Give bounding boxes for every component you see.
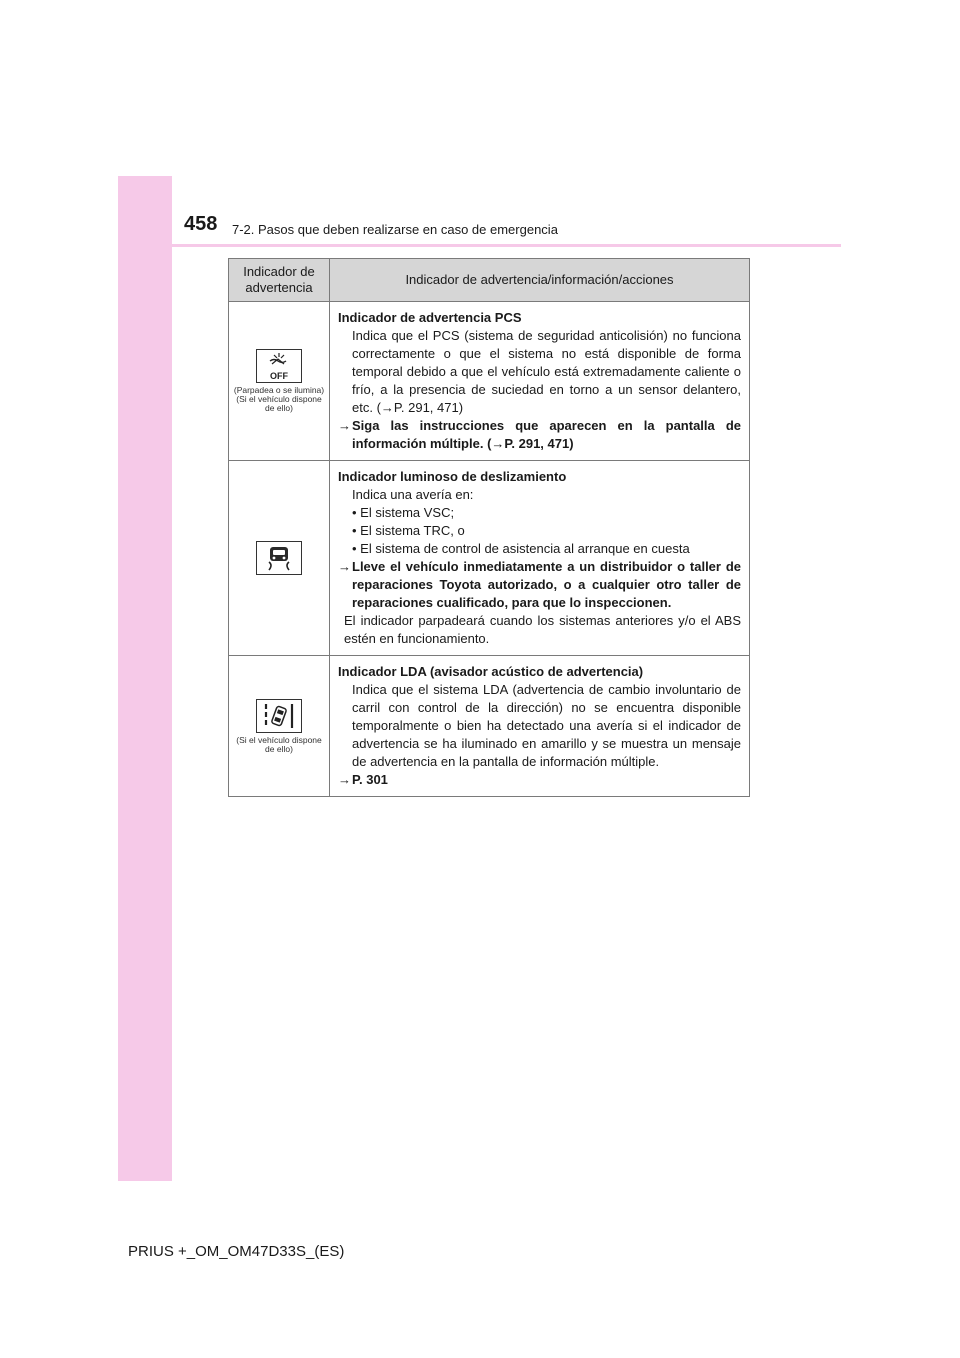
- page-number: 458: [184, 213, 218, 235]
- table-row: [229, 302, 750, 461]
- list-item: • El sistema de control de asistencia al arranque en cuesta: [352, 541, 690, 556]
- table-header-row: [229, 259, 750, 302]
- indicator-description: Indica que el PCS (sistema de seguridad anticolisión) no funciona correctamente o que el sistema no está disponible de forma temporal debido a que el vehículo está extremadamente caliente o frío, a la presencia de suciedad en torno a un sensor delantero, etc. (→P. 291, 471): [352, 328, 741, 415]
- indicator-title: Indicador luminoso de deslizamiento: [338, 469, 567, 484]
- svg-text:OFF: OFF: [270, 371, 288, 381]
- slip-indicator-icon: [256, 541, 302, 575]
- action-text: P. 301: [352, 772, 388, 787]
- icon-cell: [229, 656, 330, 797]
- icon-cell: [229, 302, 330, 461]
- section-title: 7-2. Pasos que deben realizarse en caso de emergencia: [232, 222, 558, 237]
- action-text: Siga las instrucciones que aparecen en la pantalla de información múltiple. (→P. 291, 471): [352, 418, 741, 451]
- action-text: Lleve el vehículo inmediatamente a un distribuidor o taller de reparaciones Toyota autorizado, o a cualquier otro taller de reparaciones cualificado, para que lo inspeccionen.: [352, 559, 741, 610]
- description-cell: [330, 656, 750, 797]
- arrow-icon: →: [338, 418, 351, 433]
- list-item: • El sistema VSC;: [352, 505, 455, 520]
- side-color-band: [118, 176, 172, 1181]
- arrow-icon: →: [338, 772, 351, 787]
- list-item: • El sistema TRC, o: [352, 523, 465, 538]
- lda-warning-icon: [256, 699, 302, 733]
- icon-cell: [229, 461, 330, 656]
- indicator-note: El indicador parpadeará cuando los sistemas anteriores y/o el ABS estén en funcionamiento.: [344, 613, 741, 646]
- arrow-icon: →: [338, 559, 351, 574]
- icon-caption: (Si el vehículo dispone de ello): [236, 734, 322, 754]
- description-cell: [330, 302, 750, 461]
- indicator-action: [338, 771, 741, 789]
- indicator-title: Indicador de advertencia PCS: [338, 310, 522, 325]
- indicator-action: [338, 417, 741, 453]
- pcs-off-icon: [256, 349, 302, 383]
- description-cell: [330, 461, 750, 656]
- icon-caption: (Parpadea o se ilumina) (Si el vehículo dispone de ello): [233, 385, 325, 413]
- indicator-description: Indica una avería en:: [352, 487, 474, 502]
- warning-indicator-table: [228, 258, 750, 797]
- indicator-action: [338, 558, 741, 612]
- header-rule: [118, 244, 841, 247]
- indicator-description: Indica que el sistema LDA (advertencia de cambio involuntario de carril con control de la dirección) no se encuentra disponible temporalmente o bien ha detectado una avería si el indicador de advertencia se ha iluminado en amarillo y se muestra un mensaje de advertencia en la pantalla de información múltiple.: [352, 682, 741, 769]
- column-header-description: Indicador de advertencia/información/acciones: [330, 259, 750, 302]
- document-code: PRIUS +_OM_OM47D33S_(ES): [128, 1243, 345, 1260]
- table-row: [229, 656, 750, 797]
- column-header-icon: Indicador de advertencia: [229, 259, 330, 302]
- table-row: [229, 461, 750, 656]
- indicator-title: Indicador LDA (avisador acústico de advertencia): [338, 664, 644, 679]
